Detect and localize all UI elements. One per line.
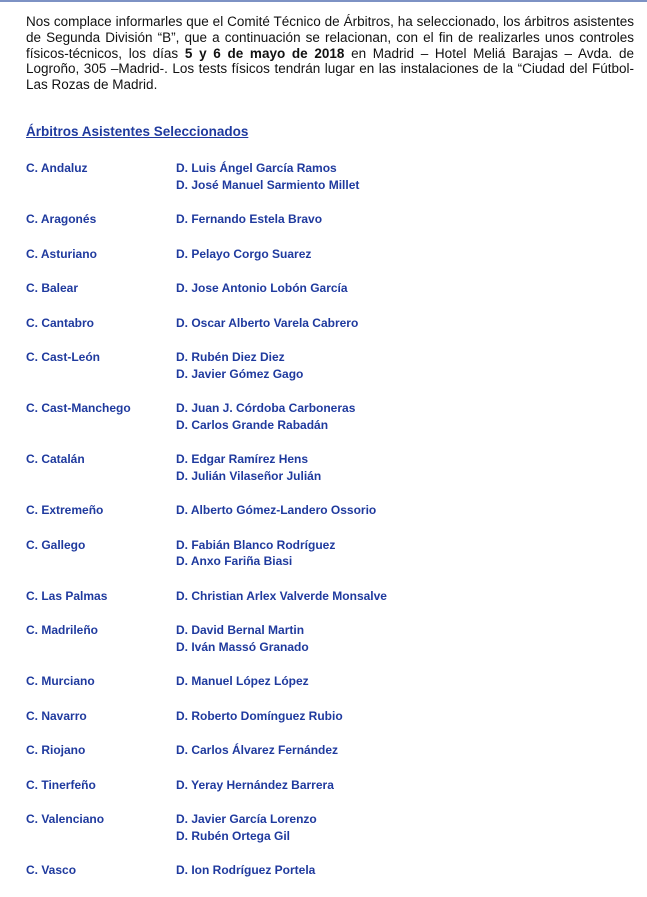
referee-name: D. Manuel López López — [176, 674, 309, 688]
region-label: C. Riojano — [26, 743, 86, 757]
referee-name: D. Rubén Diez Diez — [176, 350, 285, 364]
region-label: C. Balear — [26, 281, 79, 295]
referee-name: D. Yeray Hernández Barrera — [176, 777, 334, 792]
referee-name: D. Anxo Fariña Biasi — [176, 554, 293, 568]
region-label: C. Las Palmas — [26, 588, 108, 603]
referee-names — [176, 862, 315, 879]
intro-text-start: Nos complace informarles que el Comité Técnico de Árbitros, ha seleccionado, los árbitros asistentes de Segunda División “B”, que a continuación se relacionan, con el fin de realizarles unos controles físicos-técnicos, los días — [26, 14, 634, 61]
region-label: C. Vasco — [26, 863, 77, 877]
referee-name: D. Roberto Domínguez Rubio — [176, 708, 343, 723]
list-item — [26, 246, 626, 263]
section-heading: Árbitros Asistentes Seleccionados — [26, 124, 249, 139]
referee-name: D. Pelayo Corgo Suarez — [176, 246, 312, 261]
referee-name: D. Ion Rodríguez Portela — [176, 863, 316, 877]
referee-name: D. Juan J. Córdoba Carboneras — [176, 401, 356, 415]
region-label: C. Valenciano — [26, 812, 105, 826]
list-item — [26, 537, 626, 570]
referee-names — [176, 400, 355, 433]
referee-name: D. Edgar Ramírez Hens — [176, 452, 309, 466]
region-label: C. Madrileño — [26, 623, 99, 637]
list-item — [26, 862, 626, 879]
referee-names — [176, 160, 359, 193]
region-label: C. Gallego — [26, 537, 86, 552]
referee-names — [176, 777, 334, 794]
referee-name: D. Christian Arlex Valverde Monsalve — [176, 588, 387, 603]
region-label: C. Cantabro — [26, 315, 95, 330]
referee-list — [26, 160, 626, 897]
region-label: C. Tinerfeño — [26, 777, 96, 792]
list-item — [26, 588, 626, 605]
referee-names — [176, 280, 348, 297]
region-label: C. Andaluz — [26, 161, 88, 175]
list-item — [26, 315, 626, 332]
referee-name: D. Luis Ángel García Ramos — [176, 161, 337, 175]
list-item — [26, 673, 626, 690]
referee-name: D. Oscar Alberto Varela Cabrero — [176, 315, 359, 330]
list-item — [26, 280, 626, 297]
referee-name: D. Fernando Estela Bravo — [176, 212, 323, 226]
referee-names — [176, 708, 343, 725]
region-label: C. Navarro — [26, 708, 87, 723]
referee-names — [176, 742, 338, 759]
referee-name: D. Javier Gómez Gago — [176, 366, 304, 381]
region-label: C. Cast-Manchego — [26, 401, 131, 415]
region-label: C. Catalán — [26, 452, 85, 466]
referee-name: D. David Bernal Martin — [176, 623, 305, 637]
list-item — [26, 160, 626, 193]
referee-names — [176, 622, 309, 655]
referee-names — [176, 211, 322, 228]
list-item — [26, 451, 626, 484]
referee-name: D. Fabián Blanco Rodríguez — [176, 537, 336, 552]
referee-name: D. Alberto Gómez-Landero Ossorio — [176, 503, 377, 517]
intro-dates: 5 y 6 de mayo de 2018 — [184, 45, 345, 61]
region-label: C. Murciano — [26, 674, 95, 688]
list-item — [26, 708, 626, 725]
referee-names — [176, 673, 309, 690]
list-item — [26, 811, 626, 844]
list-item — [26, 349, 626, 382]
list-item — [26, 211, 626, 228]
referee-name: D. Iván Massó Granado — [176, 639, 309, 654]
referee-name: D. Carlos Álvarez Fernández — [176, 743, 339, 757]
list-item — [26, 400, 626, 433]
referee-names — [176, 588, 387, 605]
region-label: C. Extremeño — [26, 503, 104, 517]
list-item — [26, 777, 626, 794]
referee-names — [176, 502, 376, 519]
intro-paragraph — [26, 14, 634, 93]
list-item — [26, 622, 626, 655]
referee-names — [176, 811, 317, 844]
list-item — [26, 502, 626, 519]
region-label: C. Cast-León — [26, 350, 101, 364]
referee-name: D. Javier García Lorenzo — [176, 812, 317, 826]
referee-names — [176, 246, 311, 263]
referee-names — [176, 349, 303, 382]
referee-name: D. José Manuel Sarmiento Millet — [176, 177, 360, 192]
list-item — [26, 742, 626, 759]
referee-name: D. Carlos Grande Rabadán — [176, 417, 329, 432]
top-divider — [0, 0, 647, 2]
referee-name: D. Rubén Ortega Gil — [176, 828, 291, 843]
referee-name: D. Julián Vilaseñor Julián — [176, 468, 322, 483]
referee-names — [176, 315, 358, 332]
region-label: C. Asturiano — [26, 246, 97, 261]
intro-text-end: en Madrid – Hotel Meliá Barajas – Avda. de Logroño, 305 –Madrid-. Los tests físicos tendrán lugar en las instalaciones de la “Ciudad del Fútbol- Las Rozas de Madrid. — [26, 45, 634, 93]
region-label: C. Aragonés — [26, 212, 97, 226]
referee-names — [176, 537, 335, 570]
referee-names — [176, 451, 321, 484]
referee-name: D. Jose Antonio Lobón García — [176, 281, 348, 295]
